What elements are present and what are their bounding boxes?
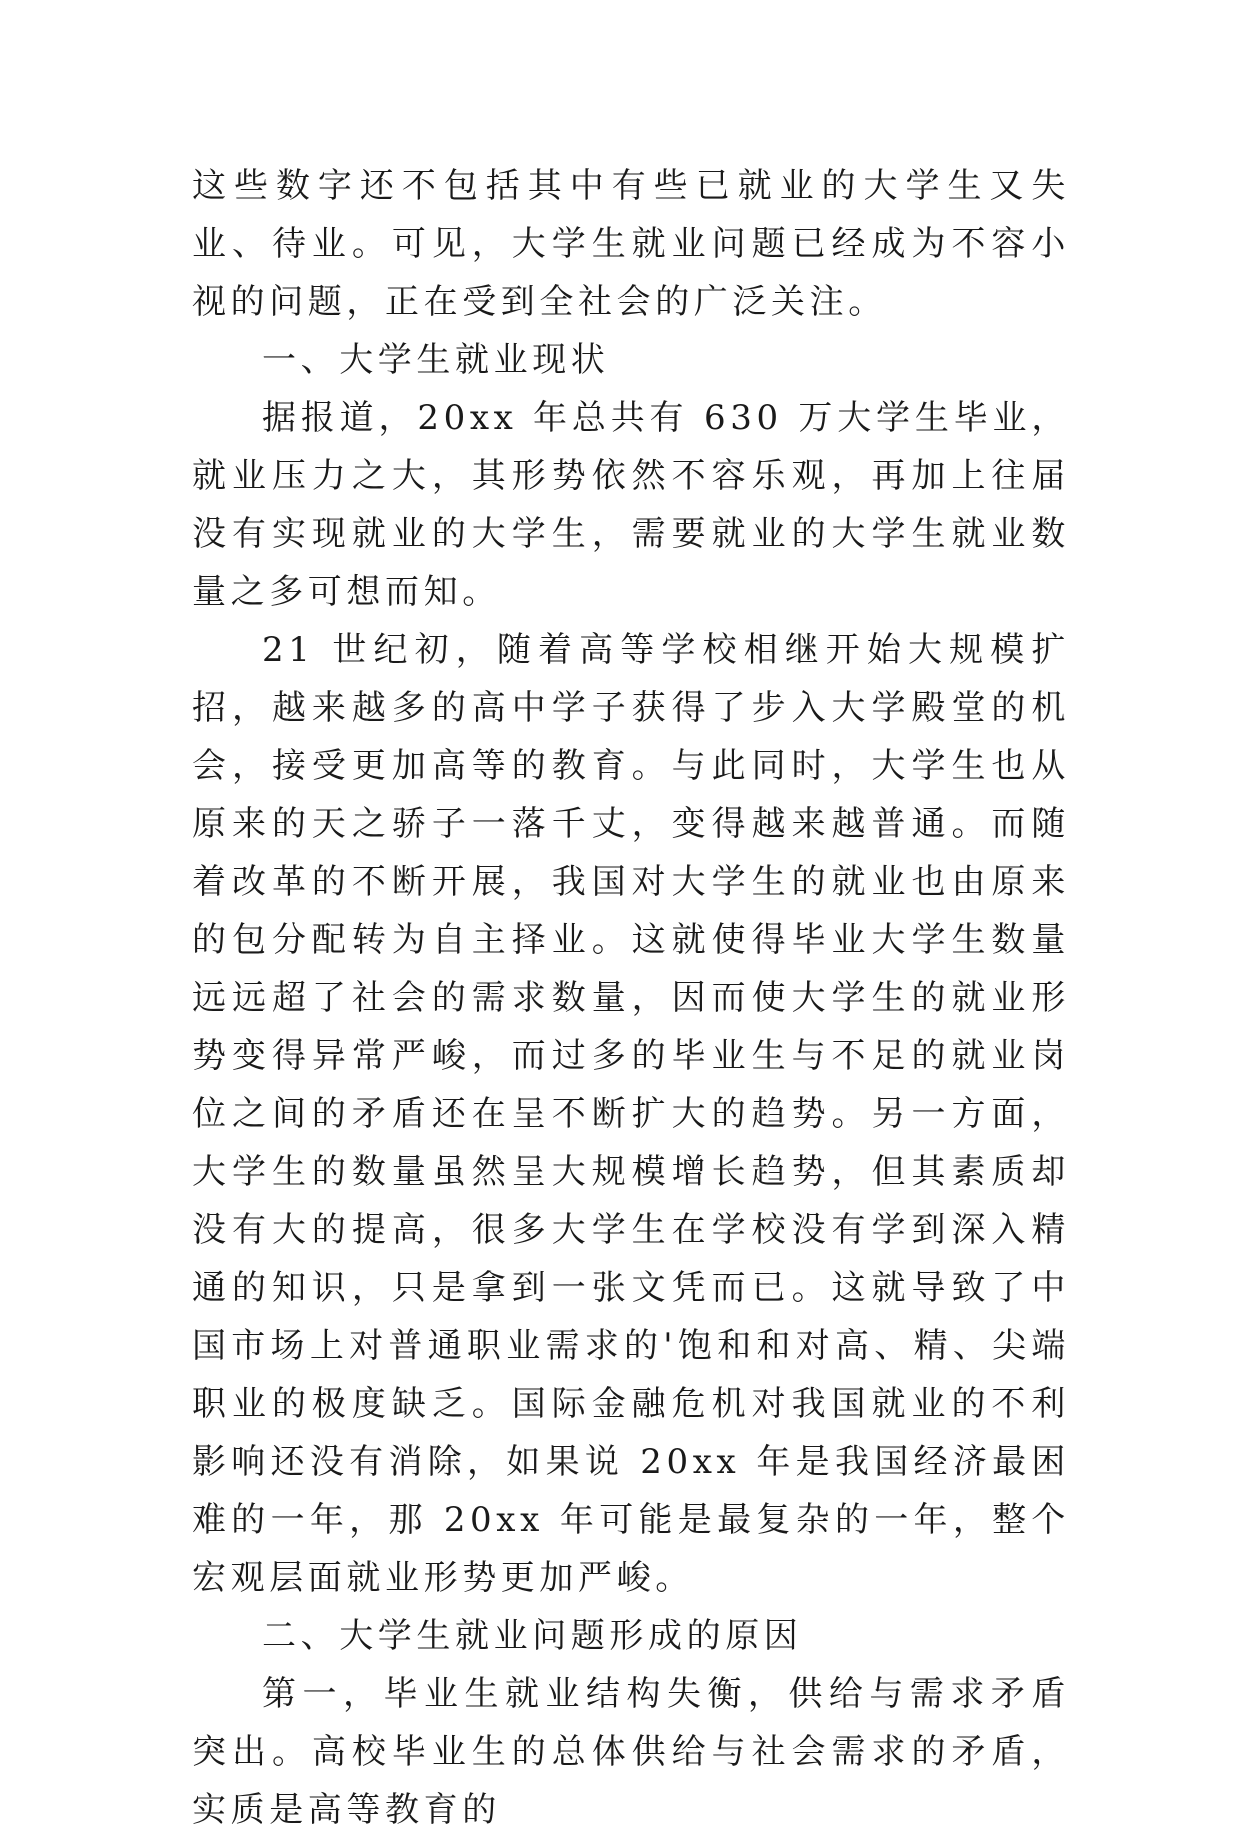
section-heading-current-situation: 一、大学生就业现状 <box>262 340 610 380</box>
paragraph-structural-imbalance: 第一，毕业生就业结构失衡，供给与需求矛盾突出。高校毕业生的总体供给与社会需求的矛盾，实质是高等教育的 <box>192 1674 1070 1830</box>
paragraph-enrollment-expansion: 21 世纪初，随着高等学校相继开始大规模扩招，越来越多的高中学子获得了步入大学殿堂的机会，接受更加高等的教育。与此同时，大学生也从原来的天之骄子一落千丈，变得越来越普通。而随着改革的不断开展，我国对大学生的就业也由原来的包分配转为自主择业。这就使得毕业大学生数量远远超了社会的需求数量，因而使大学生的就业形势变得异常严峻，而过多的毕业生与不足的就业岗位之间的矛盾还在呈不断扩大的趋势。另一方面，大学生的数量虽然呈大规模增长趋势，但其素质却没有大的提高，很多大学生在学校没有学到深入精通的知识，只是拿到一张文凭而已。这就导致了中国市场上对普通职业需求的'饱和和对高、精、尖端职业的极度缺乏。国际金融危机对我国就业的不利影响还没有消除，如果说 20xx 年是我国经济最困难的一年，那 20xx 年可能是最复杂的一年，整个宏观层面就业形势更加严峻。 <box>192 630 1070 1598</box>
paragraph-intro-continued: 这些数字还不包括其中有些已就业的大学生又失业、待业。可见，大学生就业问题已经成为不容小视的问题，正在受到全社会的广泛关注。 <box>192 166 1070 322</box>
section-heading-causes: 二、大学生就业问题形成的原因 <box>262 1616 803 1656</box>
paragraph-graduate-statistics: 据报道，20xx 年总共有 630 万大学生毕业，就业压力之大，其形势依然不容乐观，再加上往届没有实现就业的大学生，需要就业的大学生就业数量之多可想而知。 <box>192 398 1070 612</box>
document-body <box>192 157 1070 1839</box>
